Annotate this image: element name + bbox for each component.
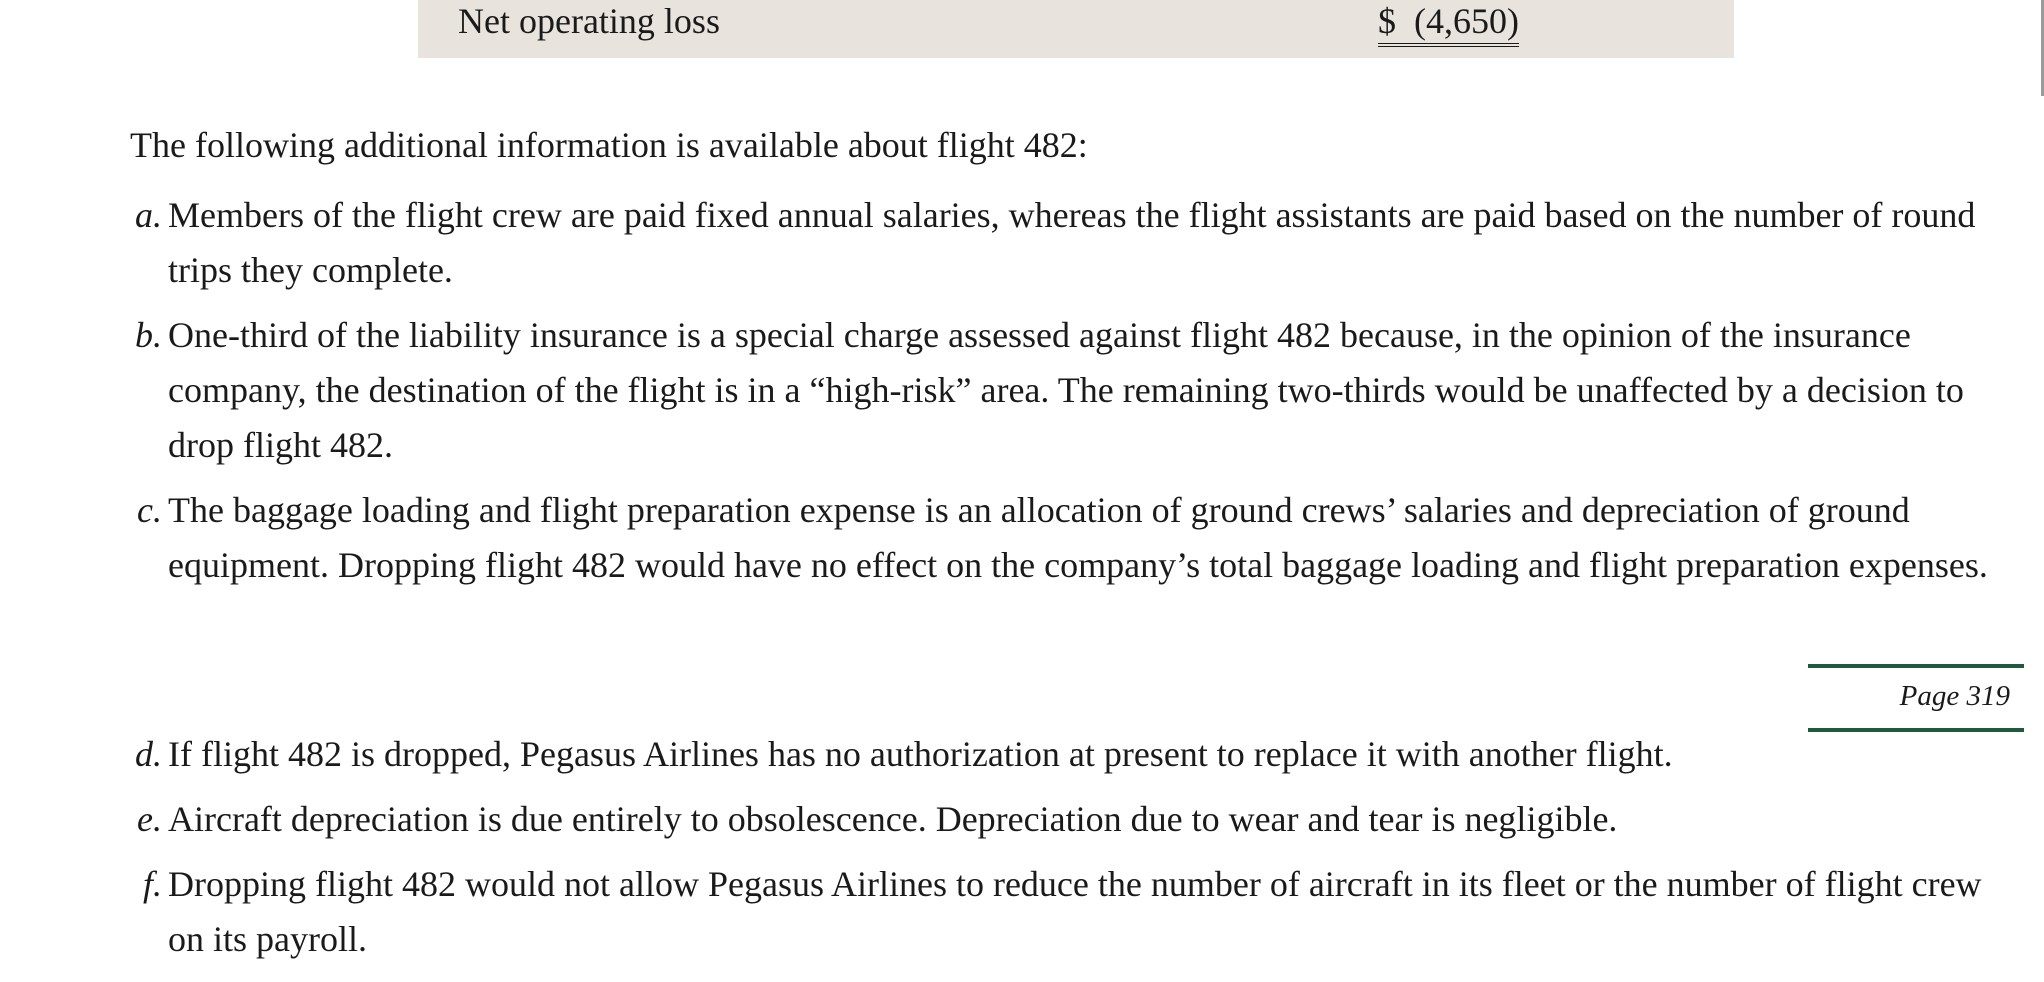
list-item-text: If flight 482 is dropped, Pegasus Airlines has no authorization at present to replace it with another flight. bbox=[168, 734, 1673, 774]
list-item bbox=[130, 857, 2000, 967]
list-item-text: Aircraft depreciation is due entirely to obsolescence. Depreciation due to wear and tear is negligible. bbox=[168, 799, 1618, 839]
list-item bbox=[130, 727, 2000, 782]
list-marker: f. bbox=[142, 864, 162, 904]
list-marker: a. bbox=[135, 195, 162, 235]
list-marker: c. bbox=[137, 490, 162, 530]
list-item-text: Members of the flight crew are paid fixed annual salaries, whereas the flight assistants are paid based on the number of round trips they complete. bbox=[168, 195, 1976, 290]
info-list-first bbox=[130, 188, 2000, 603]
list-marker: d. bbox=[135, 734, 162, 774]
intro-text: The following additional information is available about flight 482: bbox=[130, 125, 1088, 165]
list-item bbox=[130, 308, 2000, 473]
list-item-text: The baggage loading and flight preparation expense is an allocation of ground crews’ salaries and depreciation of ground equipment. Dropping flight 482 would have no effect on the company’s total baggage loading and flight preparation expenses. bbox=[168, 490, 1988, 585]
list-marker: b. bbox=[135, 315, 162, 355]
page-number-marker bbox=[1808, 664, 2024, 732]
page-number: Page 319 bbox=[1899, 680, 2010, 712]
list-marker: e. bbox=[137, 799, 162, 839]
list-item-text: One-third of the liability insurance is a special charge assessed against flight 482 because, in the opinion of the insurance company, the destination of the flight is in a “high-risk” area. The remaining two-thirds would be unaffected by a decision to drop flight 482. bbox=[168, 315, 1964, 465]
list-item bbox=[130, 483, 2000, 593]
net-operating-loss-label: Net operating loss bbox=[458, 1, 720, 41]
list-item-text: Dropping flight 482 would not allow Pegasus Airlines to reduce the number of aircraft in its fleet or the number of flight crew on its payroll. bbox=[168, 864, 1982, 959]
net-operating-loss-value: $ (4,650) bbox=[1378, 0, 1519, 47]
list-item bbox=[130, 188, 2000, 298]
list-item bbox=[130, 792, 2000, 847]
info-list-second bbox=[130, 727, 2000, 977]
income-statement-row bbox=[418, 0, 1734, 58]
